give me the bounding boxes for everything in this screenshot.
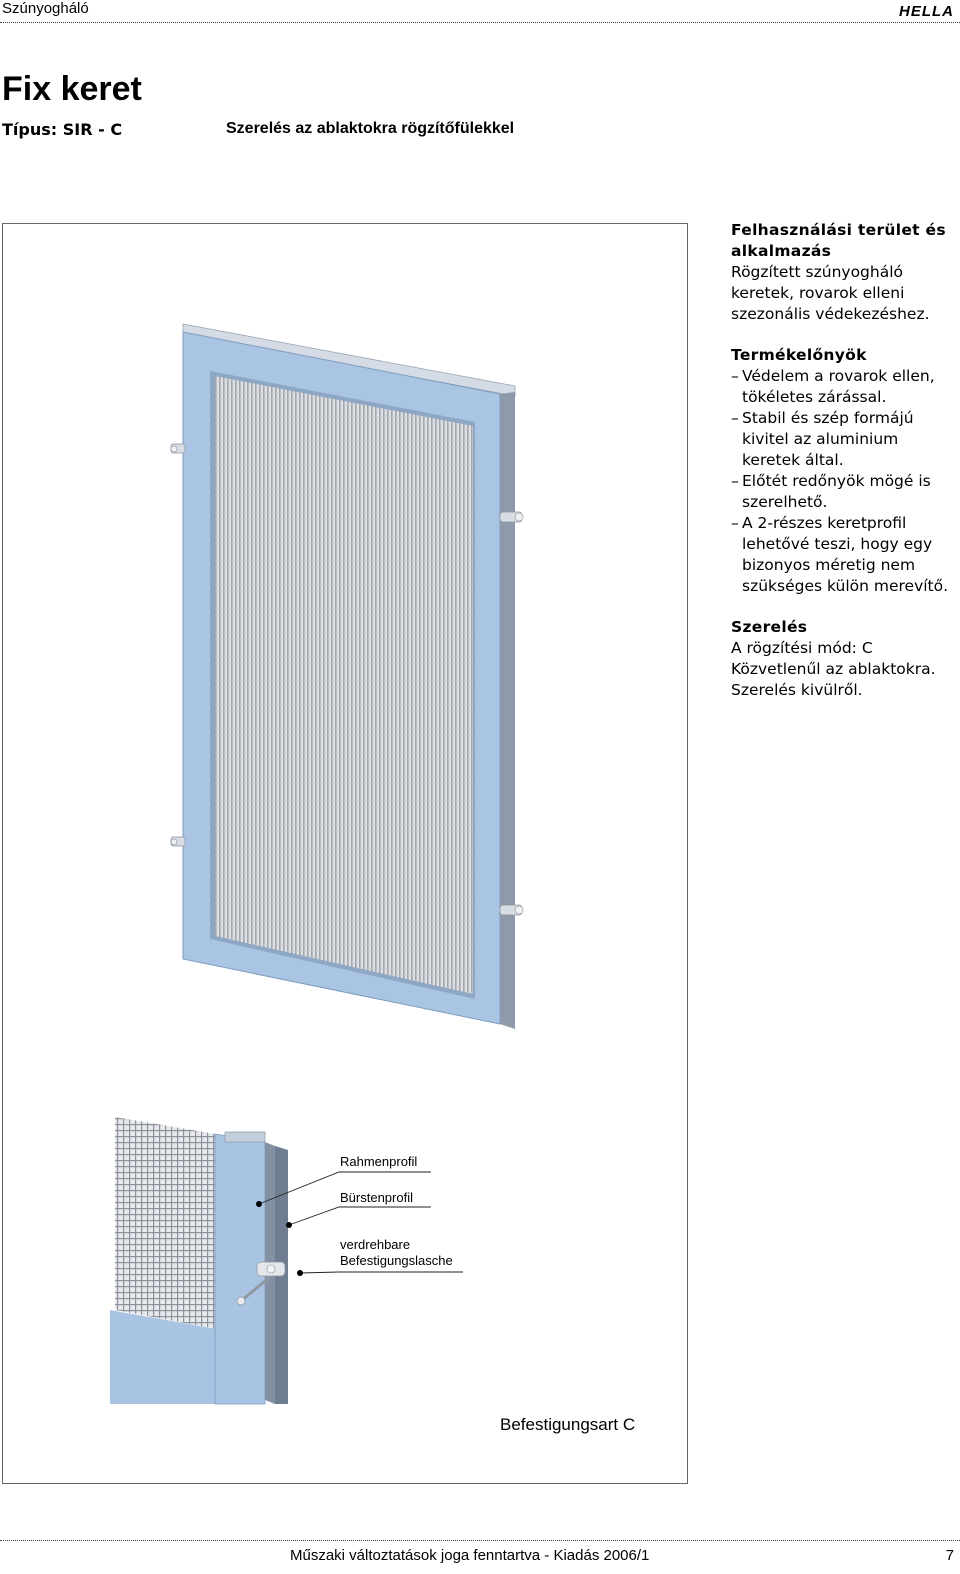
label-befestigungslasche: Befestigungslasche bbox=[340, 1253, 453, 1268]
label-verdrehbare: verdrehbare bbox=[340, 1237, 411, 1252]
benefit-item: – Stabil és szép formájú kivitel az aluminium keretek által. bbox=[731, 408, 959, 471]
benefit-item: – A 2-részes keretprofil lehetővé teszi, hogy egy bizonyos méretig nem szükséges külön merevítő. bbox=[731, 513, 959, 597]
fastening-tab bbox=[171, 837, 185, 846]
installation-line: Szerelés kivülről. bbox=[731, 681, 863, 699]
type-label: Típus: SIR - C bbox=[2, 120, 123, 139]
usage-text: Rögzített szúnyogháló keretek, rovarok elleni szezonális védekezéshez. bbox=[731, 263, 930, 323]
fastening-tab bbox=[500, 512, 523, 522]
benefit-item: – Előtét redőnyök mögé is szerelhető. bbox=[731, 471, 959, 513]
benefits-heading: Termékelőnyök bbox=[731, 346, 867, 364]
benefits-list bbox=[731, 366, 959, 597]
product-illustration bbox=[2, 223, 688, 1484]
fastening-tab bbox=[171, 444, 185, 453]
benefits-section bbox=[731, 345, 959, 597]
mounting-label: Szerelés az ablaktokra rögzítőfülekkel bbox=[226, 120, 515, 137]
installation-line: A rögzítési mód: C bbox=[731, 639, 873, 657]
hella-logo: HELLA bbox=[899, 3, 954, 20]
info-column bbox=[731, 220, 959, 721]
installation-section bbox=[731, 617, 959, 701]
section-label: Szúnyogháló bbox=[2, 0, 89, 17]
mesh-panel bbox=[215, 376, 473, 994]
page-number: 7 bbox=[945, 1547, 954, 1564]
frame-right-depth bbox=[500, 392, 515, 1029]
leader-line bbox=[300, 1272, 463, 1273]
footer-text: Műszaki változtatások joga fenntartva - Kiadás 2006/1 bbox=[290, 1547, 650, 1564]
fastening-tab bbox=[500, 905, 523, 915]
installation-heading: Szerelés bbox=[731, 618, 808, 636]
detail-caption: Befestigungsart C bbox=[500, 1415, 636, 1434]
usage-section bbox=[731, 220, 959, 325]
page-title: Fix keret bbox=[2, 70, 142, 108]
leader-line bbox=[289, 1207, 431, 1225]
benefit-item: – Védelem a rovarok ellen, tökéletes zárással. bbox=[731, 366, 959, 408]
header-divider bbox=[0, 22, 960, 23]
label-rahmenprofil: Rahmenprofil bbox=[340, 1154, 418, 1169]
frame-drawing bbox=[3, 224, 689, 1485]
installation-line: Közvetlenűl az ablaktokra. bbox=[731, 660, 936, 678]
usage-heading: Felhasználási terület és alkalmazás bbox=[731, 221, 946, 260]
label-buerstenprofil: Bürstenprofil bbox=[340, 1190, 413, 1205]
